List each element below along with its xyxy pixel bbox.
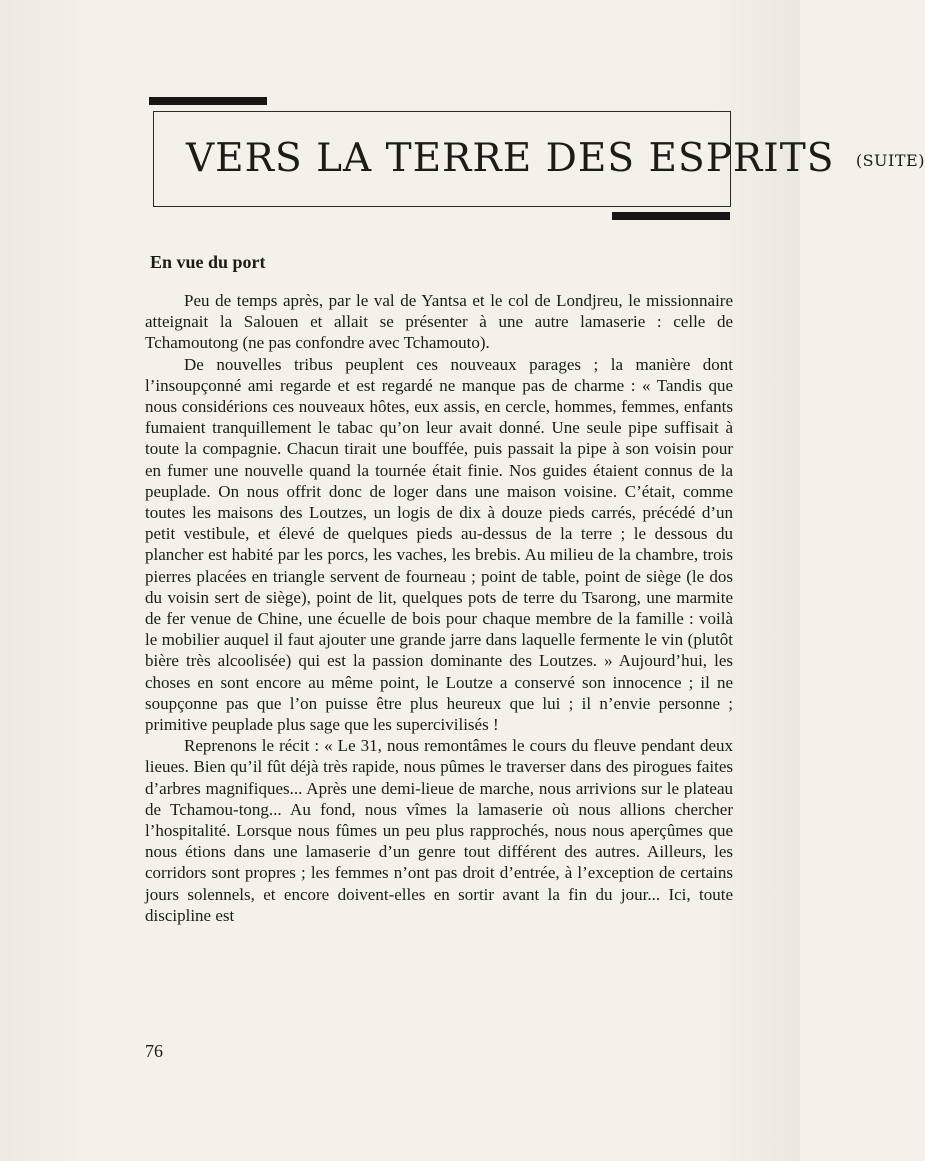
section-heading: En vue du port — [150, 252, 266, 272]
page-number: 76 — [145, 1041, 163, 1061]
chapter-title — [186, 136, 925, 181]
title-frame-top-bar — [149, 97, 267, 105]
chapter-subtitle: (SUITE) — [855, 151, 925, 170]
body-text — [145, 290, 733, 926]
paragraph: Peu de temps après, par le val de Yantsa et le col de Londjreu, le missionnaire atteignait la Salouen et allait se présenter à une autre lamaserie : celle de Tchamoutong (ne pas confondre avec Tchamouto). — [145, 291, 733, 353]
title-frame-bottom-bar — [612, 212, 730, 220]
paragraph: De nouvelles tribus peuplent ces nouveaux parages ; la manière dont l’insoupçonné ami regarde et est regardé ne manque pas de charme : « Tandis que nous considérions ces nouveaux hôtes, eux assis, en cercle, hommes, femmes, enfants fumaient tranquillement le tabac qu’on leur avait donné. Une seule pipe suffisait à toute la compagnie. Chacun tirait une bouffée, puis passait la pipe à son voisin pour en fumer une nouvelle quand la tournée était finie. Nos guides étaient connus de la peuplade. On nous offrit donc de loger dans une maison voisine. C’était, comme toutes les maisons des Loutzes, un logis de dix à douze pieds carrés, précédé d’un petit vestibule, et élevé de quelques pieds au-dessus de la terre ; le dessous du plancher est habité par les porcs, les vaches, les brebis. Au milieu de la chambre, trois pierres placées en triangle servent de fourneau ; point de table, point de siège (le dos du voisin sert de siège), point de lit, quelques pots de terre du Tsarong, une marmite de fer venue de Chine, une écuelle de bois pour chaque membre de la famille : voilà le mobilier auquel il faut ajouter une grande jarre dans laquelle fermente le vin (plutôt bière très alcoolisée) qui est la passion dominante des Loutzes. » Aujourd’hui, les choses en sont encore au même point, le Loutze a conservé son innocence ; il ne soupçonne pas que l’on puisse être plus heureux que lui ; il n’envie personne ; primitive peuplade plus sage que les supercivilisés ! — [145, 354, 733, 735]
paragraph: Reprenons le récit : « Le 31, nous remontâmes le cours du fleuve pendant deux lieues. Bien qu’il fût déjà très rapide, nous pûmes le traverser dans des pirogues faites d’arbres magnifiques... Après une demi-lieue de marche, nous arrivions sur le plateau de Tchamou-tong... Au fond, nous vîmes la lamaserie où nous allions chercher l’hospitalité. Lorsque nous fûmes un peu plus rapprochés, nous nous aperçûmes que nous étions dans une lamaserie d’un genre tout différent des autres. Ailleurs, les corridors sont propres ; les femmes n’ont pas droit d’entrée, à l’exception de certains jours solennels, et encore doivent-elles en sortir avant la fin du jour... Ici, toute discipline est — [145, 736, 733, 925]
chapter-title-text: VERS LA TERRE DES ESPRITS — [186, 136, 835, 181]
